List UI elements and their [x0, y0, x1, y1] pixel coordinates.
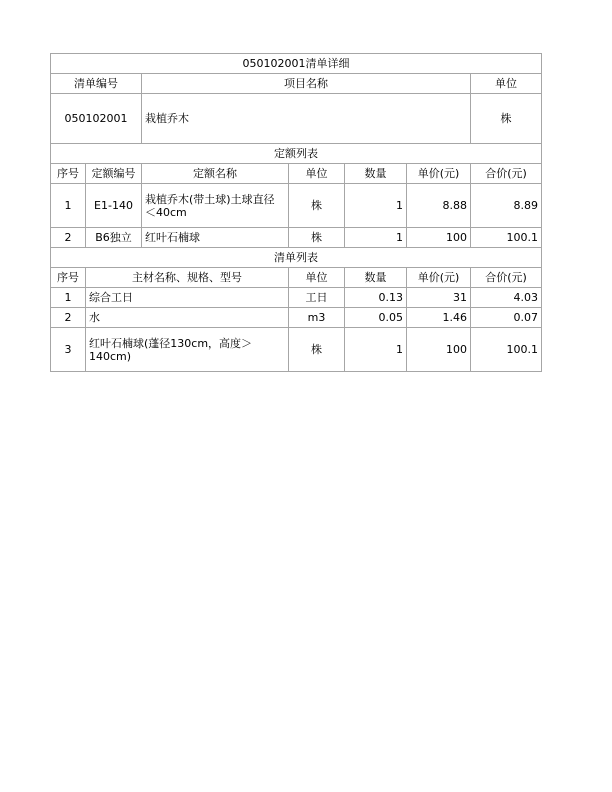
material-header-seq: 序号 — [51, 268, 86, 288]
material-price: 31 — [407, 288, 471, 308]
item-code: 050102001 — [51, 94, 142, 144]
material-name: 水 — [86, 308, 289, 328]
quota-header-price: 单价(元) — [407, 164, 471, 184]
material-unit: 工日 — [289, 288, 345, 308]
material-header-total: 合价(元) — [471, 268, 542, 288]
table-title: 050102001清单详细 — [51, 54, 542, 74]
quota-header-row — [51, 164, 542, 184]
quota-name: 栽植乔木(带土球)土球直径＜40cm — [142, 184, 289, 228]
table-row — [51, 308, 542, 328]
header-item-name: 项目名称 — [142, 74, 471, 94]
material-unit: m3 — [289, 308, 345, 328]
quota-code: E1-140 — [86, 184, 142, 228]
quota-header-seq: 序号 — [51, 164, 86, 184]
bill-detail-table — [50, 53, 542, 372]
quota-header-unit: 单位 — [289, 164, 345, 184]
quota-header-qty: 数量 — [345, 164, 407, 184]
quota-qty: 1 — [345, 228, 407, 248]
quota-total: 8.89 — [471, 184, 542, 228]
material-qty: 1 — [345, 328, 407, 372]
material-header-qty: 数量 — [345, 268, 407, 288]
material-qty: 0.05 — [345, 308, 407, 328]
material-unit: 株 — [289, 328, 345, 372]
item-row — [51, 94, 542, 144]
table-row — [51, 228, 542, 248]
quota-price: 100 — [407, 228, 471, 248]
material-price: 100 — [407, 328, 471, 372]
material-header-row — [51, 268, 542, 288]
table-row — [51, 184, 542, 228]
material-total: 0.07 — [471, 308, 542, 328]
quota-seq: 2 — [51, 228, 86, 248]
material-header-name: 主材名称、规格、型号 — [86, 268, 289, 288]
material-seq: 1 — [51, 288, 86, 308]
material-header-price: 单价(元) — [407, 268, 471, 288]
quota-header-name: 定额名称 — [142, 164, 289, 184]
quota-header-code: 定额编号 — [86, 164, 142, 184]
quota-name: 红叶石楠球 — [142, 228, 289, 248]
quota-seq: 1 — [51, 184, 86, 228]
quota-qty: 1 — [345, 184, 407, 228]
quota-section-title: 定额列表 — [51, 144, 542, 164]
item-unit: 株 — [471, 94, 542, 144]
quota-header-total: 合价(元) — [471, 164, 542, 184]
material-name: 红叶石楠球(蓬径130cm，高度＞140cm) — [86, 328, 289, 372]
material-total: 100.1 — [471, 328, 542, 372]
header-item-unit: 单位 — [471, 74, 542, 94]
table-row — [51, 288, 542, 308]
quota-code: B6独立 — [86, 228, 142, 248]
material-total: 4.03 — [471, 288, 542, 308]
material-name: 综合工日 — [86, 288, 289, 308]
item-header-row — [51, 74, 542, 94]
material-qty: 0.13 — [345, 288, 407, 308]
material-section-title-row — [51, 248, 542, 268]
quota-total: 100.1 — [471, 228, 542, 248]
material-seq: 3 — [51, 328, 86, 372]
material-seq: 2 — [51, 308, 86, 328]
header-item-code: 清单编号 — [51, 74, 142, 94]
material-section-title: 清单列表 — [51, 248, 542, 268]
quota-section-title-row — [51, 144, 542, 164]
quota-price: 8.88 — [407, 184, 471, 228]
quota-unit: 株 — [289, 228, 345, 248]
material-header-unit: 单位 — [289, 268, 345, 288]
item-name: 栽植乔木 — [142, 94, 471, 144]
title-row — [51, 54, 542, 74]
quota-unit: 株 — [289, 184, 345, 228]
material-price: 1.46 — [407, 308, 471, 328]
table-row — [51, 328, 542, 372]
